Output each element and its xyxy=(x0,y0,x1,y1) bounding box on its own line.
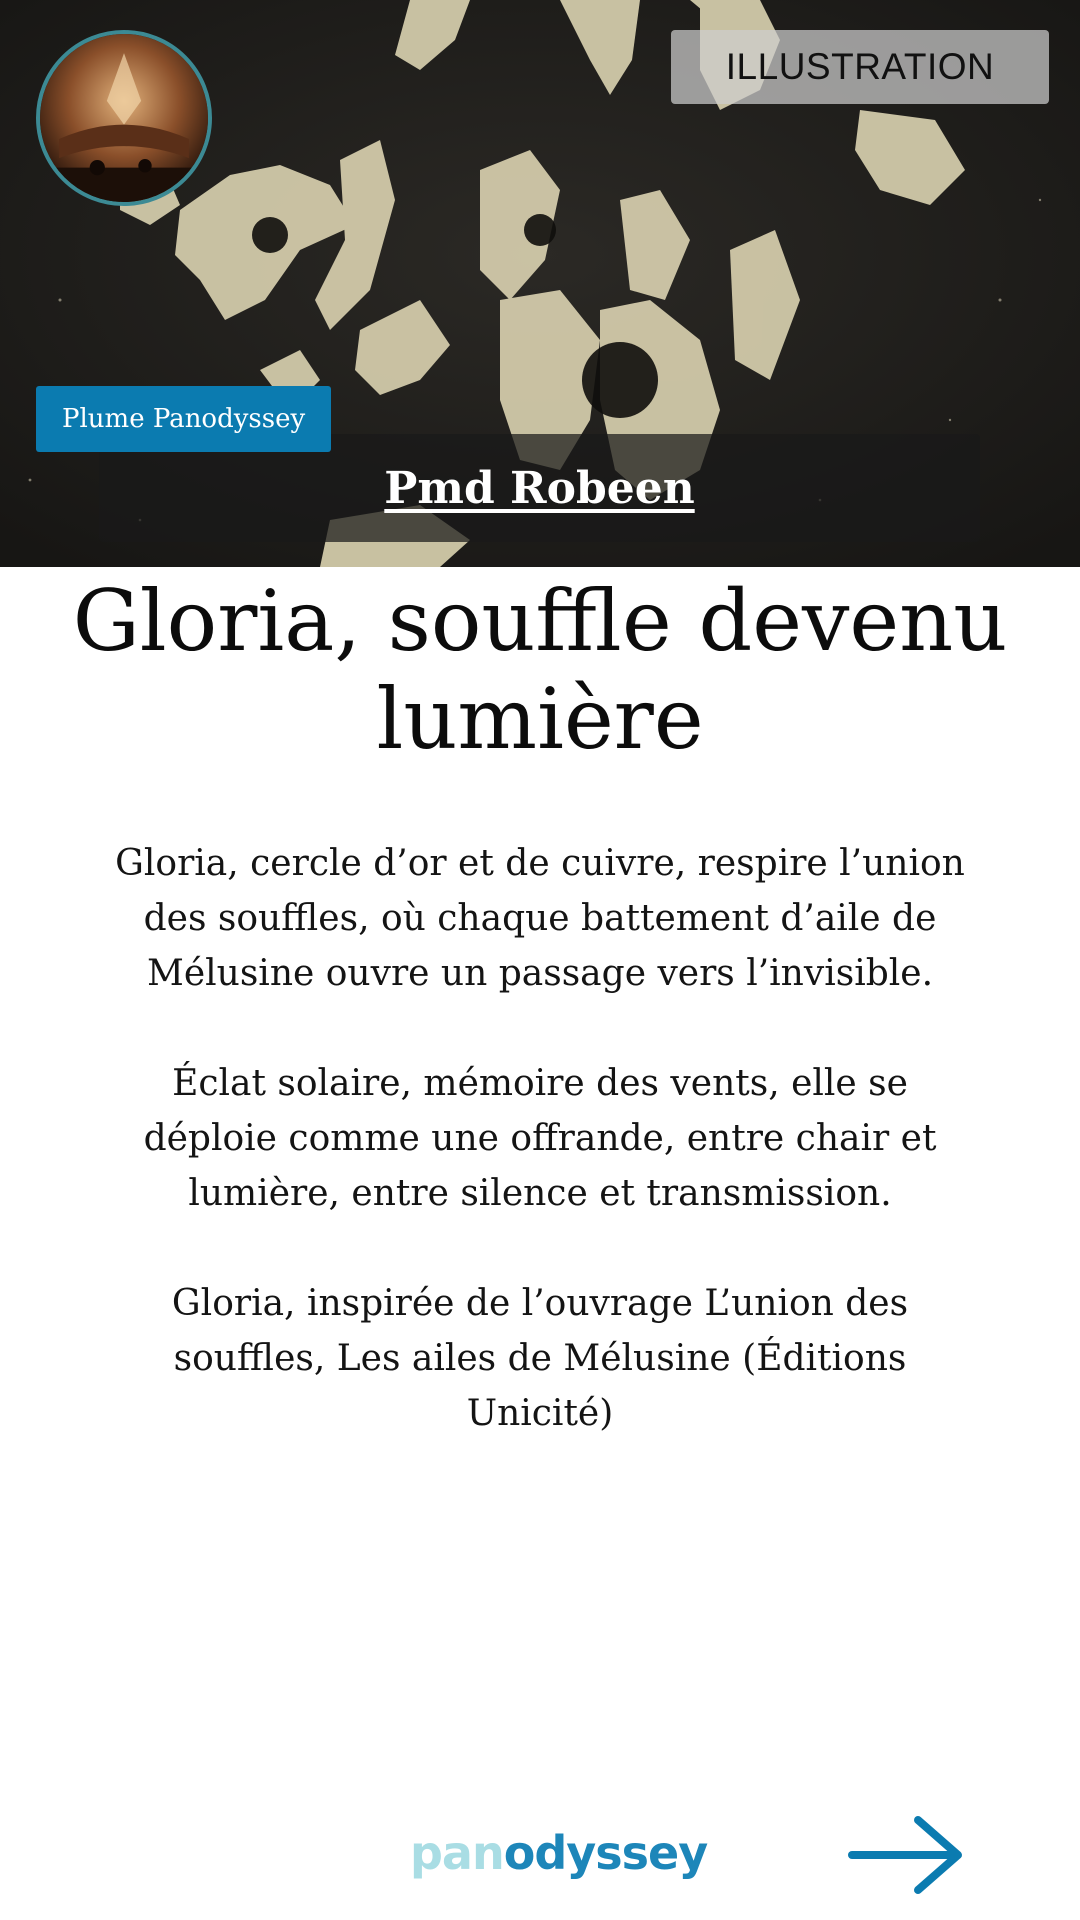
arrow-right-icon[interactable] xyxy=(848,1814,968,1896)
article-paragraph: Éclat solaire, mémoire des vents, elle se déploie comme une offrande, entre chair et lumière, entre silence et transmission. xyxy=(143,1063,937,1214)
article-body xyxy=(100,836,980,1496)
logo-part-pan: pan xyxy=(410,1826,504,1880)
author-link[interactable]: Pmd Robeen xyxy=(384,462,695,514)
panodyssey-logo[interactable] xyxy=(410,1826,707,1880)
article-paragraph: Gloria, cercle d’or et de cuivre, respire l’union des souffles, où chaque battement d’aile de Mélusine ouvre un passage vers l’invisible. xyxy=(115,843,965,994)
author-avatar[interactable] xyxy=(36,30,212,206)
category-badge[interactable]: ILLUSTRATION xyxy=(671,30,1049,104)
article-title: Gloria, souffle devenu lumière xyxy=(72,572,1008,768)
article-paragraph: Gloria, inspirée de l’ouvrage L’union des souffles, Les ailes de Mélusine (Éditions Unicité) xyxy=(171,1283,909,1434)
publication-badge[interactable]: Plume Panodyssey xyxy=(36,386,331,452)
logo-part-odyssey: odyssey xyxy=(503,1826,708,1880)
avatar-image xyxy=(40,34,208,202)
hero-illustration[interactable] xyxy=(0,0,1080,567)
